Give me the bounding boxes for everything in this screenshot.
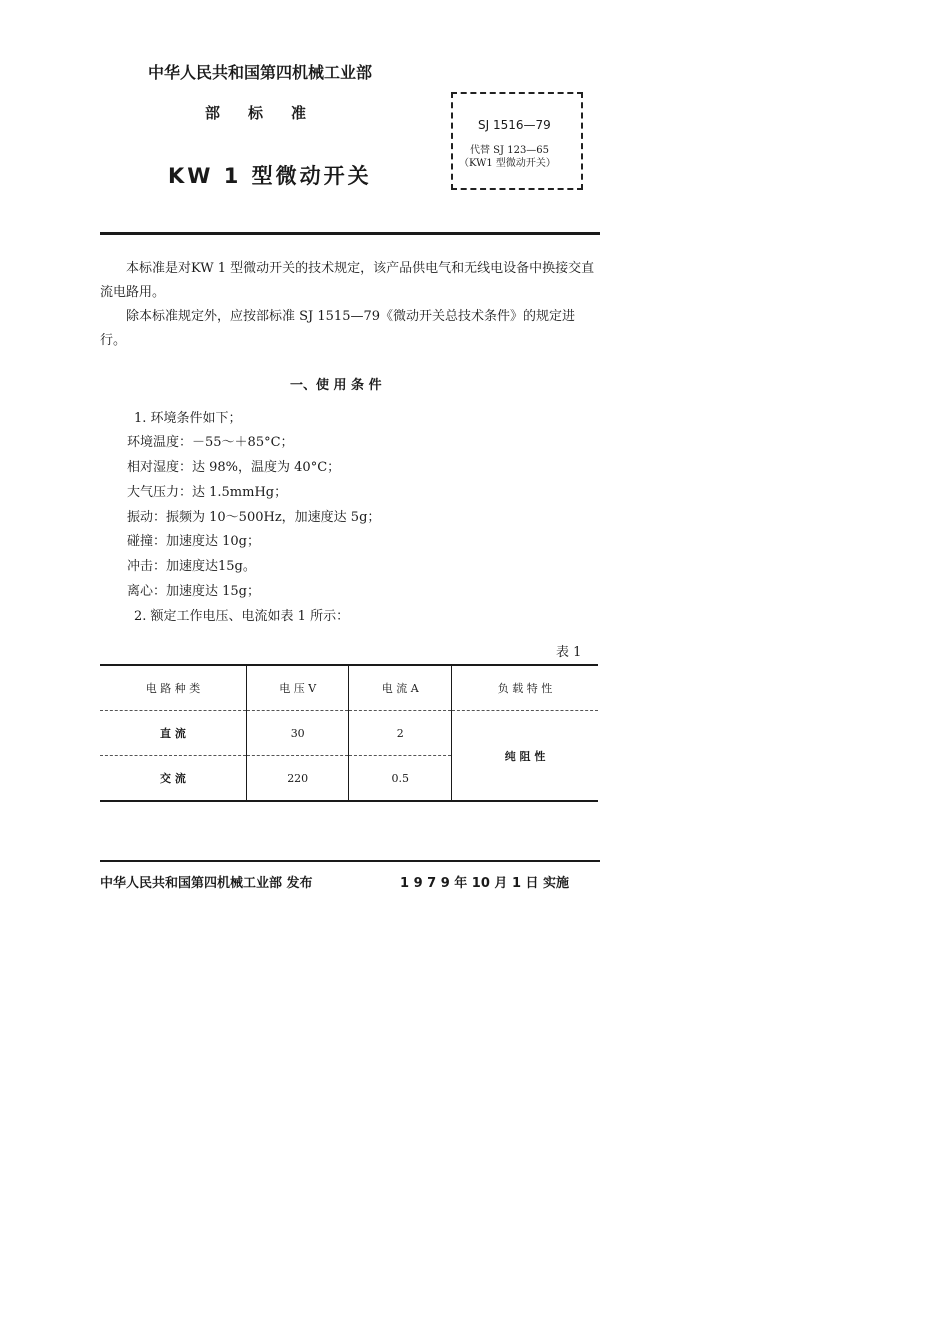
- condition-bump: 碰撞：加速度达 10g；: [127, 534, 260, 549]
- table-row: [100, 711, 598, 756]
- replaces-name: （KW1 型微动开关）: [459, 158, 556, 169]
- cell-current: 2: [349, 711, 452, 756]
- header-current: 电 流 A: [349, 665, 452, 711]
- cell-current: 0.5: [349, 756, 452, 802]
- header-divider: [100, 232, 600, 235]
- condition-centrifugal: 离心：加速度达 15g；: [127, 584, 260, 599]
- standard-label-char: 标: [248, 104, 264, 122]
- table-header-row: [100, 665, 598, 711]
- condition-humidity: 相对湿度：达 98%，温度为 40°C；: [127, 460, 341, 475]
- condition-vibration: 振动：振频为 10～500Hz，加速度达 5g；: [127, 510, 381, 525]
- table-label: 表 1: [556, 645, 582, 660]
- cell-load: 纯 阻 性: [504, 749, 546, 763]
- condition-temperature: 环境温度：－55～＋85°C；: [127, 435, 294, 450]
- header-load: 负 载 特 性: [497, 682, 553, 695]
- ministry-name: 中华人民共和国第四机械工业部: [148, 63, 373, 82]
- cell-type: 交 流: [100, 756, 246, 802]
- standard-label: [205, 102, 334, 123]
- header-circuit-type: 电 路 种 类: [100, 665, 246, 711]
- intro-paragraph-2: 除本标准规定外，应按部标准 SJ 1515—79《微动开关总技术条件》的规定进行。: [100, 309, 576, 348]
- condition-shock: 冲击：加速度达15g。: [127, 559, 256, 574]
- cell-voltage: 30: [246, 711, 349, 756]
- condition-pressure: 大气压力：达 1.5mmHg；: [127, 485, 288, 500]
- footer-date: 1 9 7 9 年 10 月 1 日 实施: [400, 876, 570, 891]
- standard-label-char: 部: [205, 104, 221, 122]
- document-title: KW 1 型微动开关: [168, 164, 372, 188]
- footer-divider: [100, 860, 600, 862]
- rating-table: [100, 664, 598, 802]
- intro-paragraph-1: 本标准是对KW 1 型微动开关的技术规定，该产品供电气和无线电设备中换接交直流电路用。: [100, 261, 595, 300]
- cell-voltage: 220: [246, 756, 349, 802]
- item-2: 2. 额定工作电压、电流如表 1 所示：: [134, 609, 350, 624]
- replaces-code: 代替 SJ 123—65: [470, 145, 550, 156]
- standard-code: SJ 1516—79: [478, 118, 551, 132]
- cell-type: 直 流: [100, 711, 246, 756]
- standard-label-char: 准: [291, 104, 307, 122]
- section-title: 一、使 用 条 件: [290, 378, 382, 393]
- footer-issuer: 中华人民共和国第四机械工业部 发布: [100, 876, 313, 891]
- item-1: 1. 环境条件如下；: [134, 411, 242, 426]
- header-voltage: 电 压 V: [246, 665, 349, 711]
